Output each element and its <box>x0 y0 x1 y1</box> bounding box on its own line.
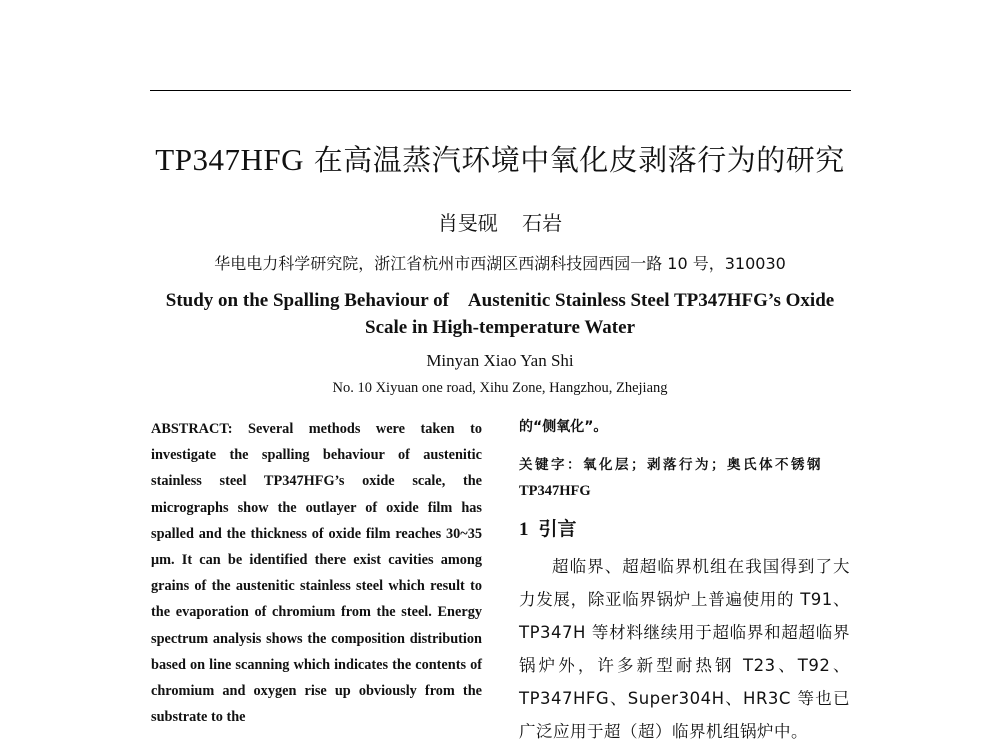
abstract-cn-continuation: 的“侧氧化”。 <box>519 419 608 435</box>
affiliation-cn: 华电电力科学研究院，浙江省杭州市西湖区西湖科技园西园一路 10 号，310030 <box>214 254 786 273</box>
keywords-en: TP347HFG <box>519 483 591 499</box>
abstract-en: ABSTRACT: Several methods were taken to investigate the spalling behaviour of austenitic stainless steel TP347HFG’s oxide scale, the micrographs show the outlayer of oxide film has spalled and the thickness of oxide film reaches 30~35 μm. It can be identified there exist cavities among grains of the austenitic stainless steel which result to the evaporation of chromium from the steel. Energy spectrum analysis shows the composition distribution based on line scanning which indicates the contents of chromium and oxygen rise up obviously from the substrate to the <box>151 421 497 726</box>
section-number: 1 <box>519 519 529 540</box>
authors-en: Minyan Xiao Yan Shi <box>426 351 574 370</box>
section-title: 引言 <box>538 518 577 540</box>
right-column <box>519 416 850 748</box>
title-cn <box>0 138 1000 179</box>
header-rule <box>150 90 851 91</box>
section-heading-intro <box>519 514 850 541</box>
title-en: Study on the Spalling Behaviour of Austenitic Stainless Steel TP347HFG’s Oxide Scale in High-temperature Water <box>165 290 835 338</box>
authors-cn: 肖旻砚 石岩 <box>437 211 563 235</box>
keywords <box>519 452 850 504</box>
title-cn-text: 在高温蒸汽环境中氧化皮剥落行为的研究 <box>313 143 845 177</box>
title-cn-prefix: TP347HFG <box>155 142 304 177</box>
affiliation-en: No. 10 Xiyuan one road, Xihu Zone, Hangzhou, Zhejiang <box>332 380 668 396</box>
intro-paragraph: 超临界、超超临界机组在我国得到了大力发展，除亚临界锅炉上普遍使用的 T91、TP347H 等材料继续用于超临界和超超临界锅炉外，许多新型耐热钢 T23、T92、TP347HFG、Super304H、HR3C 等也已广泛应用于超（超）临界机组锅炉中。 <box>519 557 850 741</box>
keywords-cn: 关键字：氧化层；剥落行为；奥氏体不锈钢 <box>519 457 823 473</box>
